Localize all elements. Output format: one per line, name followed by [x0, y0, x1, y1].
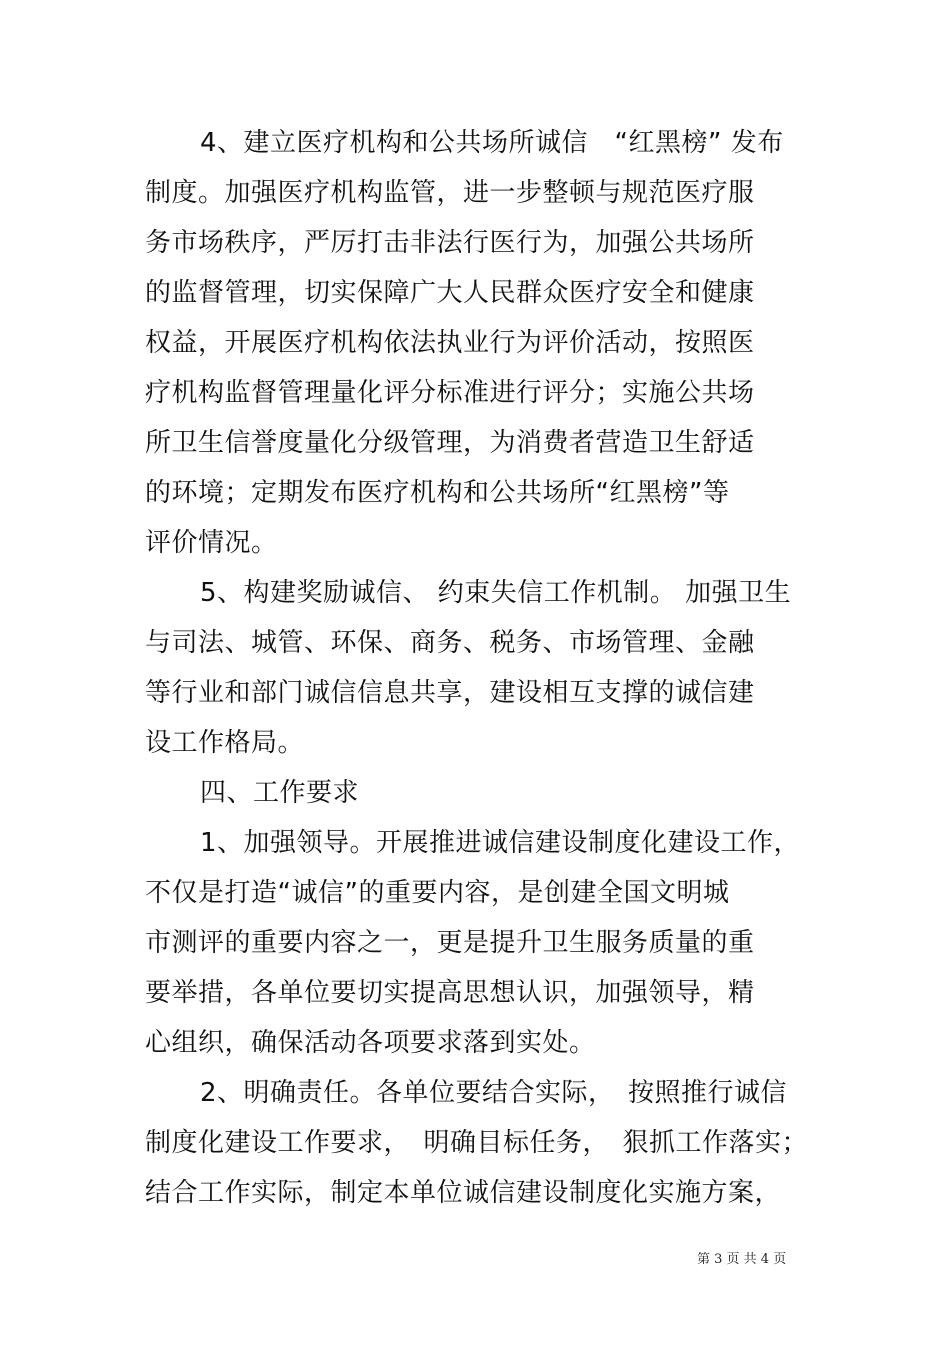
paragraph-1-line-8: 的环境；定期发布医疗机构和公共场所“红黑榜”等 [145, 478, 730, 508]
paragraph-1-line-9: 评价情况。 [145, 528, 278, 558]
paragraph-2-line-3: 等行业和部门诚信信息共享，建设相互支撑的诚信建 [145, 678, 755, 708]
paragraph-3-line-2: 不仅是打造“诚信”的重要内容，是创建全国文明城 [145, 878, 730, 908]
section-heading: 四、工作要求 [200, 778, 360, 808]
paragraph-1-line-4: 的监督管理，切实保障广大人民群众医疗安全和健康 [145, 278, 755, 308]
paragraph-2-line-2: 与司法、城管、环保、商务、税务、市场管理、金融 [145, 628, 755, 658]
paragraph-1-line-7: 所卫生信誉度量化分级管理，为消费者营造卫生舒适 [145, 428, 755, 458]
paragraph-2-line-1: 5、构建奖励诚信、 约束失信工作机制。 加强卫生 [200, 578, 792, 608]
paragraph-1-line-1: 4、建立医疗机构和公共场所诚信 “红黑榜” 发布 [200, 128, 784, 158]
paragraph-3-line-3: 市测评的重要内容之一，更是提升卫生服务质量的重 [145, 928, 755, 958]
paragraph-4-line-2: 制度化建设工作要求， 明确目标任务， 狠抓工作落实； [145, 1128, 809, 1158]
page-number-footer: 第 3 页 共 4 页 [697, 1252, 787, 1267]
paragraph-3-line-1: 1、加强领导。开展推进诚信建设制度化建设工作， [200, 828, 801, 858]
paragraph-2-line-4: 设工作格局。 [145, 728, 305, 758]
paragraph-3-line-4: 要举措，各单位要切实提高思想认识，加强领导，精 [145, 978, 755, 1008]
paragraph-1-line-6: 疗机构监督管理量化评分标准进行评分；实施公共场 [145, 378, 755, 408]
paragraph-1-line-3: 务市场秩序，严厉打击非法行医行为，加强公共场所 [145, 228, 755, 258]
paragraph-4-line-1: 2、明确责任。各单位要结合实际， 按照推行诚信 [200, 1078, 788, 1108]
paragraph-4-line-3: 结合工作实际，制定本单位诚信建设制度化实施方案， [145, 1178, 782, 1208]
paragraph-3-line-5: 心组织，确保活动各项要求落到实处。 [145, 1028, 596, 1058]
paragraph-1-line-5: 权益，开展医疗机构依法执业行为评价活动，按照医 [145, 328, 755, 358]
paragraph-1-line-2: 制度。加强医疗机构监管，进一步整顿与规范医疗服 [145, 178, 755, 208]
